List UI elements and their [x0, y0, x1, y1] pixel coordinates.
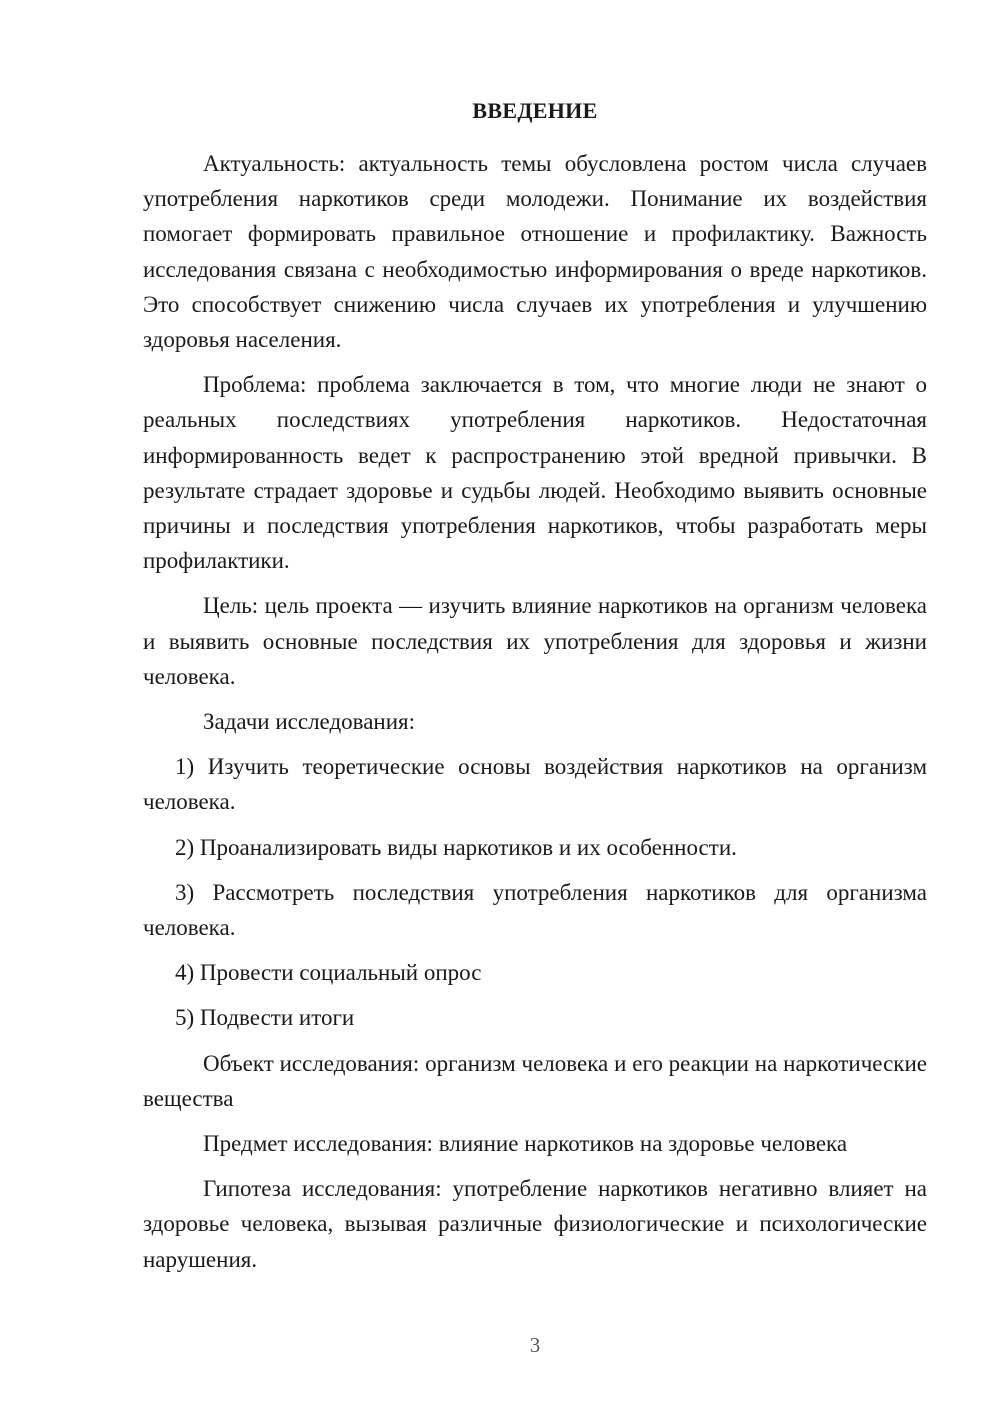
page-number: 3	[529, 1333, 541, 1357]
object-paragraph: Объект исследования: организм человека и его реакции на наркотические вещества	[143, 1050, 927, 1111]
hypothesis-paragraph: Гипотеза исследования: употребление наркотиков негативно влияет на здоровье человека, вызывая различные физиологические и психологические нарушения.	[143, 1176, 927, 1272]
tasks-heading: Задачи исследования:	[203, 709, 416, 735]
task-item-4: 4) Провести социальный опрос	[175, 960, 482, 986]
goal-paragraph: Цель: цель проекта — изучить влияние наркотиков на организм человека и выявить основные последствия их употребления для здоровья и жизни человека.	[143, 593, 927, 689]
relevance-paragraph: Актуальность: актуальность темы обусловлена ростом числа случаев употребления наркотиков среди молодежи. Понимание их воздействия помогает формировать правильное отношение и профилактику. Важность исследования связана с необходимостью информирования о вреде наркотиков. Это способствует снижению числа случаев их употребления и улучшению здоровья населения.	[143, 151, 927, 353]
task-item-3: 3) Рассмотреть последствия употребления наркотиков для организма человека.	[143, 879, 927, 941]
problem-paragraph: Проблема: проблема заключается в том, что многие люди не знают о реальных последствиях употребления наркотиков. Недостаточная информированность ведет к распространению этой вредной привычки. В результате страдает здоровье и судьбы людей. Необходимо выявить основные причины и последствия употребления наркотиков, чтобы разработать меры профилактики.	[143, 372, 927, 574]
task-item-1: 1) Изучить теоретические основы воздействия наркотиков на организм человека.	[143, 754, 927, 815]
subject-paragraph: Предмет исследования: влияние наркотиков на здоровье человека	[203, 1131, 848, 1157]
task-item-2: 2) Проанализировать виды наркотиков и их особенности.	[175, 834, 737, 860]
page-content	[143, 93, 927, 1287]
section-title: ВВЕДЕНИЕ	[472, 98, 598, 123]
task-item-5: 5) Подвести итоги	[175, 1005, 355, 1031]
